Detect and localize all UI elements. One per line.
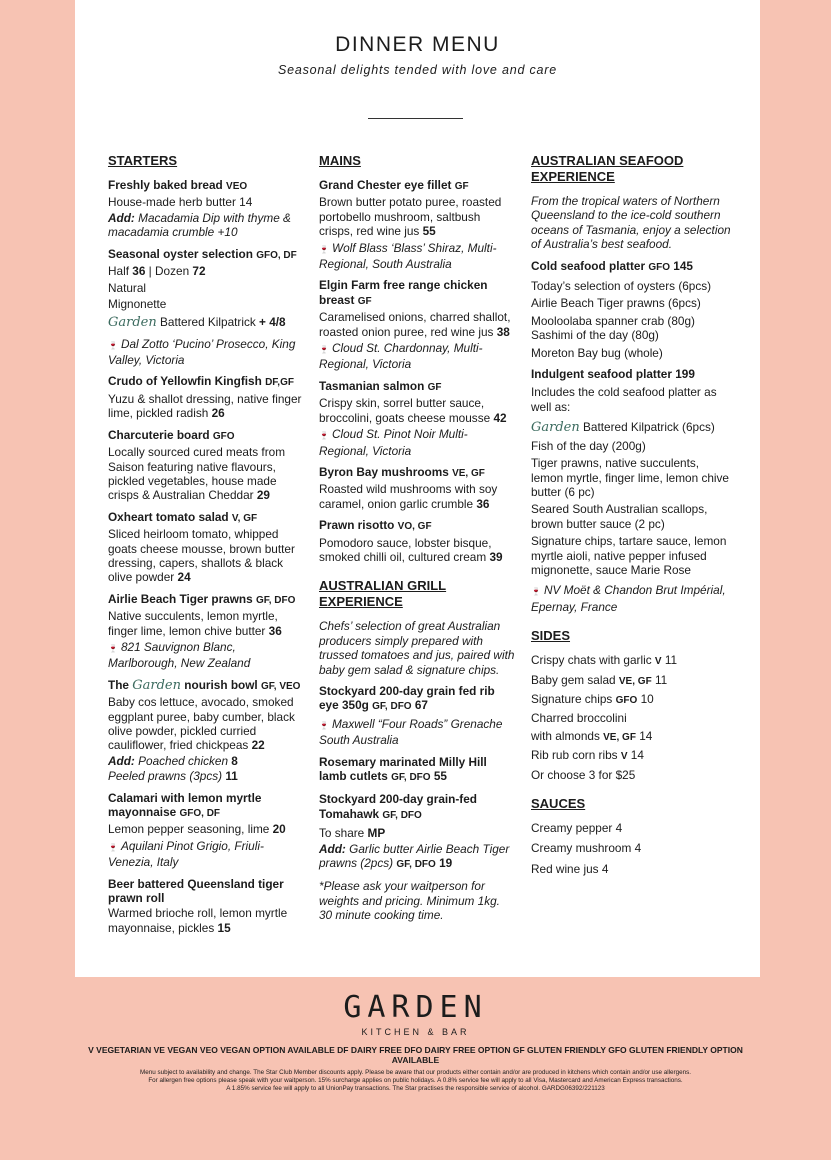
item-price: 29: [256, 488, 270, 503]
seafood-column: [531, 153, 731, 883]
menu-item: [319, 379, 515, 458]
item-title: Tasmanian salmon: [319, 378, 425, 393]
sides-choose-offer: Or choose 3 for $25: [531, 767, 636, 782]
item-desc: Pomodoro sauce, lobster bisque, smoked chilli oil, cultured cream: [319, 535, 492, 564]
diet-tag: GF, DFO: [382, 809, 422, 821]
diet-tag: V, GF: [231, 512, 258, 524]
menu-sheet: [75, 0, 760, 977]
diet-tag: GF, DFO: [391, 772, 431, 783]
item-price: 38: [496, 324, 510, 339]
menu-item: [531, 259, 731, 360]
diet-tag: GFO: [648, 261, 670, 273]
item-desc: Includes the cold seafood platter as well as:: [531, 385, 717, 414]
wine-pairing: 🍷 Cloud St. Pinot Noir Multi-Regional, Victoria: [319, 427, 515, 458]
item-title: Beer battered Queensland tiger prawn roll: [108, 876, 284, 906]
diet-tag: GF: [357, 295, 372, 307]
item-desc: Caramelised onions, charred shallot, roasted onion puree, red wine jus: [319, 310, 511, 339]
add-label: Add:: [108, 753, 135, 768]
wine-pairing: 🍷 Aquilani Pinot Grigio, Friuli-Venezia, Italy: [108, 839, 304, 870]
wine-pairing: 🍷 NV Moët & Chandon Brut Impérial, Epernay, France: [531, 583, 731, 614]
disclaimer-line: A 1.85% service fee will apply to all UnionPay transactions. The Star practises the responsible service of alcohol. GARDG06392/221123: [226, 1085, 605, 1092]
section-title-grill: AUSTRALIAN GRILL EXPERIENCE: [319, 578, 447, 610]
menu-item: [108, 510, 304, 585]
menu-item: [108, 592, 304, 671]
item-title: Stockyard 200-day grain-fed Tomahawk: [319, 792, 478, 821]
platter-line: Sashimi of the day (80g): [531, 328, 659, 343]
item-price: 14: [239, 195, 253, 210]
oyster-option: Natural: [108, 281, 147, 296]
menu-item: [108, 428, 304, 503]
item-price: 24: [177, 570, 191, 585]
section-title-sides: SIDES: [531, 628, 571, 644]
item-title: Elgin Farm free range chicken breast: [319, 278, 488, 307]
item-title: Charcuterie board: [108, 427, 210, 442]
platter-line: Signature chips, tartare sauce, lemon myrtle aioli, native pepper infused mignonette, sauce Marie Rose: [531, 534, 727, 577]
item-price: 55: [433, 769, 447, 783]
add-desc: Macadamia Dip with thyme & macadamia crumble: [108, 210, 291, 240]
menu-item: [319, 278, 515, 371]
item-title: Stockyard 200-day grain fed rib eye 350g: [319, 683, 495, 713]
item-desc: Baby cos lettuce, avocado, smoked eggplant puree, baby cumber, black olive powder, pickled curried cauliflower, fried chickpeas: [108, 695, 295, 753]
menu-header: [75, 33, 760, 77]
section-title-starters: STARTERS: [108, 153, 178, 168]
menu-item: [108, 374, 304, 420]
diet-tag: VEO: [226, 181, 248, 192]
garden-logo: GARDEN: [343, 990, 488, 1025]
platter-line: Fish of the day (200g): [531, 438, 646, 453]
diet-tag: GF, DFO: [396, 859, 436, 871]
item-price: 15: [217, 920, 231, 935]
wine-pairing: 🍷 Cloud St. Chardonnay, Multi-Regional, Victoria: [319, 341, 515, 372]
menu-item: [108, 178, 304, 240]
item-title: nourish bowl: [184, 677, 258, 692]
item-title: Calamari with lemon myrtle mayonnaise: [108, 790, 262, 820]
oyster-separator: |: [148, 264, 152, 279]
side-item: Charred broccolini: [531, 711, 627, 726]
sides-list: [531, 653, 731, 782]
section-intro: From the tropical waters of Northern Queensland to the ice-cold southern oceans of Tasmania, enjoy a selection of Australia’s best seafood.: [531, 194, 731, 252]
item-title: Airlie Beach Tiger prawns: [108, 591, 253, 606]
oyster-option: Mignonette: [108, 296, 167, 311]
add-price: 19: [439, 856, 453, 871]
item-title: Crudo of Yellowfin Kingfish: [108, 374, 262, 389]
item-price: 36: [476, 496, 490, 511]
item-desc: Sliced heirloom tomato, whipped goats cheese mousse, brown butter dressing, capers, shallots & black olive powder: [108, 527, 295, 585]
item-title: Seasonal oyster selection: [108, 246, 253, 261]
side-item: Baby gem salad VE, GF 11: [531, 672, 668, 687]
side-item: Crispy chats with garlic V 11: [531, 653, 678, 668]
garden-script-logo: Garden: [132, 677, 182, 693]
platter-line: Battered Kilpatrick (6pcs): [583, 420, 715, 435]
menu-item: [319, 684, 515, 748]
item-desc: Roasted wild mushrooms with soy caramel, onion garlic crumble: [319, 482, 498, 511]
item-title: Oxheart tomato salad: [108, 509, 229, 524]
side-item: Rib rub corn ribs V 14: [531, 748, 644, 763]
item-price: + 4/8: [259, 315, 286, 330]
add-price: +10: [217, 225, 238, 240]
sauce-item: Red wine jus 4: [531, 861, 609, 876]
item-title: Prawn risotto: [319, 518, 395, 533]
diet-tag: GFO, DF: [179, 808, 221, 820]
item-price: 26: [211, 406, 225, 421]
section-title-seafood: AUSTRALIAN SEAFOOD EXPERIENCE: [531, 153, 684, 184]
oyster-dozen-label: Dozen: [155, 264, 190, 279]
wine-pairing: 🍷 Wolf Blass ‘Blass’ Shiraz, Multi-Regional, South Australia: [319, 241, 515, 272]
item-price: MP: [367, 826, 386, 841]
add-desc: Garlic butter Airlie Beach Tiger prawns (2pcs): [319, 841, 510, 871]
menu-item: [108, 791, 304, 870]
item-desc: Crispy skin, sorrel butter sauce, broccolini, goats cheese mousse: [319, 396, 491, 425]
oyster-dozen-price: 72: [192, 264, 206, 279]
diet-tag: GF, VEO: [260, 680, 301, 692]
oyster-option: Battered Kilpatrick: [160, 315, 256, 330]
item-desc: Yuzu & shallot dressing, native finger lime, pickled radish: [108, 391, 302, 421]
wine-pairing: 🍷 821 Sauvignon Blanc, Marlborough, New Zealand: [108, 640, 304, 671]
diet-tag: GF, DFO: [255, 594, 296, 606]
section-title-sauces: SAUCES: [531, 796, 586, 811]
item-price: 36: [268, 623, 282, 638]
oyster-half-label: Half: [108, 264, 129, 279]
add-price: 8: [231, 753, 238, 768]
dietary-legend: V VEGETARIAN VE VEGAN VEO VEGAN OPTION AVAILABLE DF DAIRY FREE DFO DAIRY FREE OPTION GF GLUTEN FRIENDLY GFO GLUTEN FRIENDLY OPTION AVAILABLE: [88, 1045, 743, 1065]
item-title-prefix: The: [108, 677, 129, 692]
diet-tag: DF,GF: [265, 377, 294, 389]
section-title-mains: MAINS: [319, 153, 361, 168]
item-title: Rosemary marinated Milly Hill lamb cutlets: [319, 754, 487, 783]
oyster-half-price: 36: [132, 264, 146, 279]
item-desc: Warmed brioche roll, lemon myrtle mayonnaise, pickles: [108, 906, 288, 935]
menu-title: DINNER MENU: [335, 33, 500, 56]
side-item: with almonds VE, GF 14: [531, 728, 653, 743]
item-price: 199: [675, 367, 695, 382]
platter-line: Mooloolaba spanner crab (80g): [531, 313, 695, 328]
platter-line: Airlie Beach Tiger prawns (6pcs): [531, 296, 701, 311]
menu-item: [108, 877, 304, 936]
menu-item: [319, 518, 515, 564]
add-label: Add:: [108, 210, 135, 225]
sauce-item: Creamy mushroom 4: [531, 841, 642, 856]
diet-tag: GF: [454, 181, 469, 192]
item-price: 42: [493, 410, 507, 425]
menu-item: [319, 755, 515, 786]
item-title: Grand Chester eye fillet: [319, 178, 452, 192]
menu-item: [319, 178, 515, 271]
item-desc: Lemon pepper seasoning, lime: [108, 822, 270, 837]
item-price: 20: [272, 822, 286, 837]
mains-column: [319, 153, 515, 930]
item-desc: To share: [319, 826, 365, 841]
platter-line: Today’s selection of oysters (6pcs): [531, 279, 712, 294]
item-title: Cold seafood platter: [531, 258, 646, 273]
diet-tag: GF, DFO: [372, 701, 412, 713]
platter-line: Moreton Bay bug (whole): [531, 345, 663, 360]
wine-pairing: 🍷 Maxwell “Four Roads” Grenache South Australia: [319, 717, 515, 748]
starters-column: [108, 153, 304, 942]
item-price: 22: [251, 738, 265, 753]
add-price: 11: [225, 769, 238, 784]
menu-footer: [0, 990, 831, 1093]
menu-item: [319, 792, 515, 872]
disclaimer-line: Menu subject to availability and change. The Star Club Member discounts apply. Please be aware that our products either contain and/or are produced in kitchens which contain and/or use allergens.: [139, 1069, 692, 1076]
item-price: 145: [673, 258, 693, 273]
item-price: 39: [489, 549, 503, 564]
item-price: 67: [414, 698, 428, 713]
menu-item: [531, 367, 731, 614]
diet-tag: VO, GF: [397, 521, 432, 533]
item-desc: House-made herb butter: [108, 195, 236, 210]
diet-tag: GF: [427, 381, 442, 393]
sauce-item: Creamy pepper 4: [531, 821, 623, 835]
section-intro: Chefs’ selection of great Australian producers simply prepared with trussed tomatoes and jus, paired with baby gem salad & signature chips.: [319, 619, 515, 677]
diet-tag: GFO: [212, 430, 235, 442]
add-desc: Peeled prawns (3pcs): [108, 769, 223, 784]
platter-line: Seared South Australian scallops, brown butter sauce (2 pc): [531, 502, 708, 531]
side-item: Signature chips GFO 10: [531, 691, 654, 706]
item-title: Indulgent seafood platter: [531, 367, 672, 382]
wine-pairing: 🍷 Dal Zotto ‘Pucino’ Prosecco, King Valley, Victoria: [108, 337, 304, 368]
item-desc: Brown butter potato puree, roasted portobello mushroom, saltbush crisps, red wine jus: [319, 195, 502, 239]
logo-tagline: KITCHEN & BAR: [361, 1027, 470, 1037]
diet-tag: VE, GF: [452, 467, 485, 479]
item-title: Byron Bay mushrooms: [319, 464, 449, 479]
header-divider: [368, 118, 463, 119]
disclaimer-line: For allergen free options please speak with your waitperson. 15% surcharge applies on public holidays. A 0.8% service fee will apply to all Visa, Mastercard and American Express transactions.: [148, 1077, 683, 1084]
garden-script-logo: Garden: [108, 315, 157, 331]
menu-item: [108, 247, 304, 368]
item-price: 55: [422, 224, 436, 239]
menu-item: [319, 465, 515, 511]
menu-item: [108, 678, 304, 784]
sauces-list: [531, 821, 731, 876]
platter-line: Tiger prawns, native succulents, lemon myrtle, finger lime, lemon chive butter (6 pc): [531, 456, 729, 499]
item-title: Freshly baked bread: [108, 178, 223, 192]
item-desc: Locally sourced cured meats from Saison featuring native flavours, pickled vegetables, house made crisps & Australian Cheddar: [108, 445, 286, 503]
add-label: Add:: [319, 841, 346, 856]
diet-tag: GFO, DF: [256, 249, 297, 261]
add-desc: Poached chicken: [138, 753, 229, 768]
menu-subtitle: Seasonal delights tended with love and care: [277, 63, 557, 77]
grill-note: *Please ask your waitperson for weights and pricing. Minimum 1kg. 30 minute cooking time.: [319, 879, 500, 923]
garden-script-logo: Garden: [531, 420, 580, 436]
item-desc: Native succulents, lemon myrtle, finger lime, lemon chive butter: [108, 609, 278, 638]
